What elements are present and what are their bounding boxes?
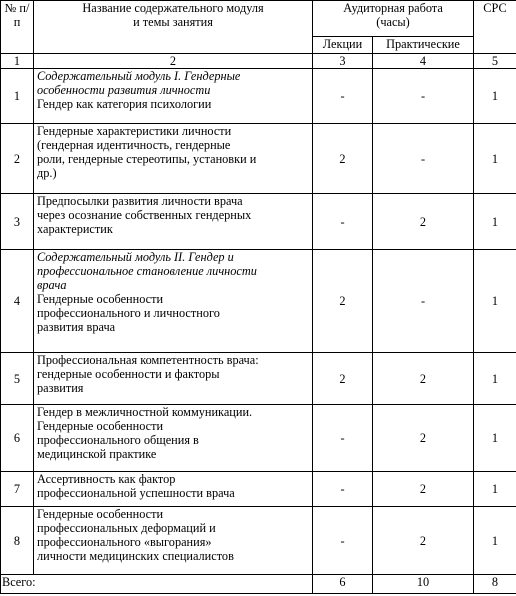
row-topic: [34, 194, 313, 250]
row-srs: 1: [474, 69, 516, 124]
row-number: 2: [1, 124, 34, 194]
total-row: [1, 575, 516, 594]
row-practical: 2: [373, 472, 474, 507]
topic-line: Предпосылки развития личности врача: [37, 194, 243, 208]
row-srs: 1: [474, 124, 516, 194]
row-topic: [34, 353, 313, 405]
topic-line: Гендерные характеристики личности: [37, 124, 232, 138]
row-lectures: -: [313, 405, 373, 472]
row-lectures: 2: [313, 353, 373, 405]
header-auditory-line: (часы): [376, 15, 410, 29]
row-number: 6: [1, 405, 34, 472]
row-number: 7: [1, 472, 34, 507]
row-topic: [34, 472, 313, 507]
row-practical: -: [373, 250, 474, 353]
header-title-line: Название содержательного модуля: [82, 1, 264, 15]
row-practical: 2: [373, 194, 474, 250]
column-number: 2: [34, 54, 313, 69]
module-title-line: врача: [37, 278, 67, 292]
row-number: 3: [1, 194, 34, 250]
total-lectures: 6: [313, 575, 373, 594]
row-number: 5: [1, 353, 34, 405]
row-practical: -: [373, 69, 474, 124]
topic-line: через осознание собственных гендерных: [37, 208, 252, 222]
row-lectures: -: [313, 69, 373, 124]
row-srs: 1: [474, 353, 516, 405]
header-auditory: [313, 1, 474, 37]
topic-line: медицинской практике: [37, 447, 157, 461]
header-title-line: и темы занятия: [133, 15, 213, 29]
topic-line: профессионального общения в: [37, 433, 199, 447]
table-row: [1, 353, 516, 405]
row-number: 1: [1, 69, 34, 124]
row-topic: [34, 405, 313, 472]
topic-line: Гендерные особенности: [37, 507, 164, 521]
row-lectures: -: [313, 194, 373, 250]
table-row: [1, 250, 516, 353]
module-title-line: особенности развития личности: [37, 83, 211, 97]
header-title: [34, 1, 313, 54]
topic-line: развития: [37, 381, 84, 395]
column-number: 1: [1, 54, 34, 69]
module-title-line: Содержательный модуль II. Гендер и: [37, 250, 234, 264]
topic-line: гендерные особенности и факторы: [37, 367, 220, 381]
row-srs: 1: [474, 507, 516, 575]
column-number-row: [1, 54, 516, 69]
topic-line: характеристик: [37, 222, 113, 236]
row-topic: [34, 69, 313, 124]
table-row: [1, 124, 516, 194]
row-practical: 2: [373, 405, 474, 472]
topic-line: Гендерные особенности: [37, 292, 164, 306]
topic-line: профессиональных деформаций и: [37, 521, 216, 535]
table-row: [1, 69, 516, 124]
row-topic: [34, 250, 313, 353]
column-number: 4: [373, 54, 474, 69]
table-row: [1, 507, 516, 575]
row-lectures: -: [313, 472, 373, 507]
row-topic: [34, 124, 313, 194]
row-topic: [34, 507, 313, 575]
topic-line: др.): [37, 166, 57, 180]
row-practical: -: [373, 124, 474, 194]
row-lectures: 2: [313, 250, 373, 353]
total-srs: 8: [474, 575, 516, 594]
row-lectures: -: [313, 507, 373, 575]
table-row: [1, 194, 516, 250]
table-row: [1, 405, 516, 472]
topic-line: профессионального «выгорания»: [37, 535, 212, 549]
header-lectures: Лекции: [313, 37, 373, 54]
topic-line: профессиональной успешности врача: [37, 486, 235, 500]
header-auditory-line: Аудиторная работа: [343, 1, 443, 15]
header-practical: Практические: [373, 37, 474, 54]
column-number: 5: [474, 54, 516, 69]
row-srs: 1: [474, 405, 516, 472]
topic-line: Профессиональная компетентность врача:: [37, 353, 259, 367]
column-number: 3: [313, 54, 373, 69]
row-srs: 1: [474, 250, 516, 353]
row-number: 8: [1, 507, 34, 575]
row-srs: 1: [474, 472, 516, 507]
row-practical: 2: [373, 507, 474, 575]
row-number: 4: [1, 250, 34, 353]
row-practical: 2: [373, 353, 474, 405]
topic-line: роли, гендерные стереотипы, установки и: [37, 152, 257, 166]
topic-line: Ассертивность как фактор: [37, 472, 176, 486]
row-lectures: 2: [313, 124, 373, 194]
module-title-line: профессиональное становление личности: [37, 264, 257, 278]
row-srs: 1: [474, 194, 516, 250]
total-label: Всего:: [1, 575, 313, 594]
topic-line: Гендерные особенности: [37, 419, 164, 433]
topic-line: Гендер как категория психологии: [37, 97, 212, 111]
topic-line: (гендерная идентичность, гендерные: [37, 138, 231, 152]
module-title-line: Содержательный модуль I. Гендерные: [37, 69, 241, 83]
topic-line: развития врача: [37, 320, 116, 334]
topic-line: Гендер в межличностной коммуникации.: [37, 405, 253, 419]
header-num: № п/п: [1, 1, 34, 54]
topic-line: профессионального и личностного: [37, 306, 220, 320]
table-row: [1, 472, 516, 507]
total-practical: 10: [373, 575, 474, 594]
header-srs: СРС: [474, 1, 516, 54]
topic-line: личности медицинских специалистов: [37, 549, 234, 563]
header-row: [1, 1, 516, 37]
